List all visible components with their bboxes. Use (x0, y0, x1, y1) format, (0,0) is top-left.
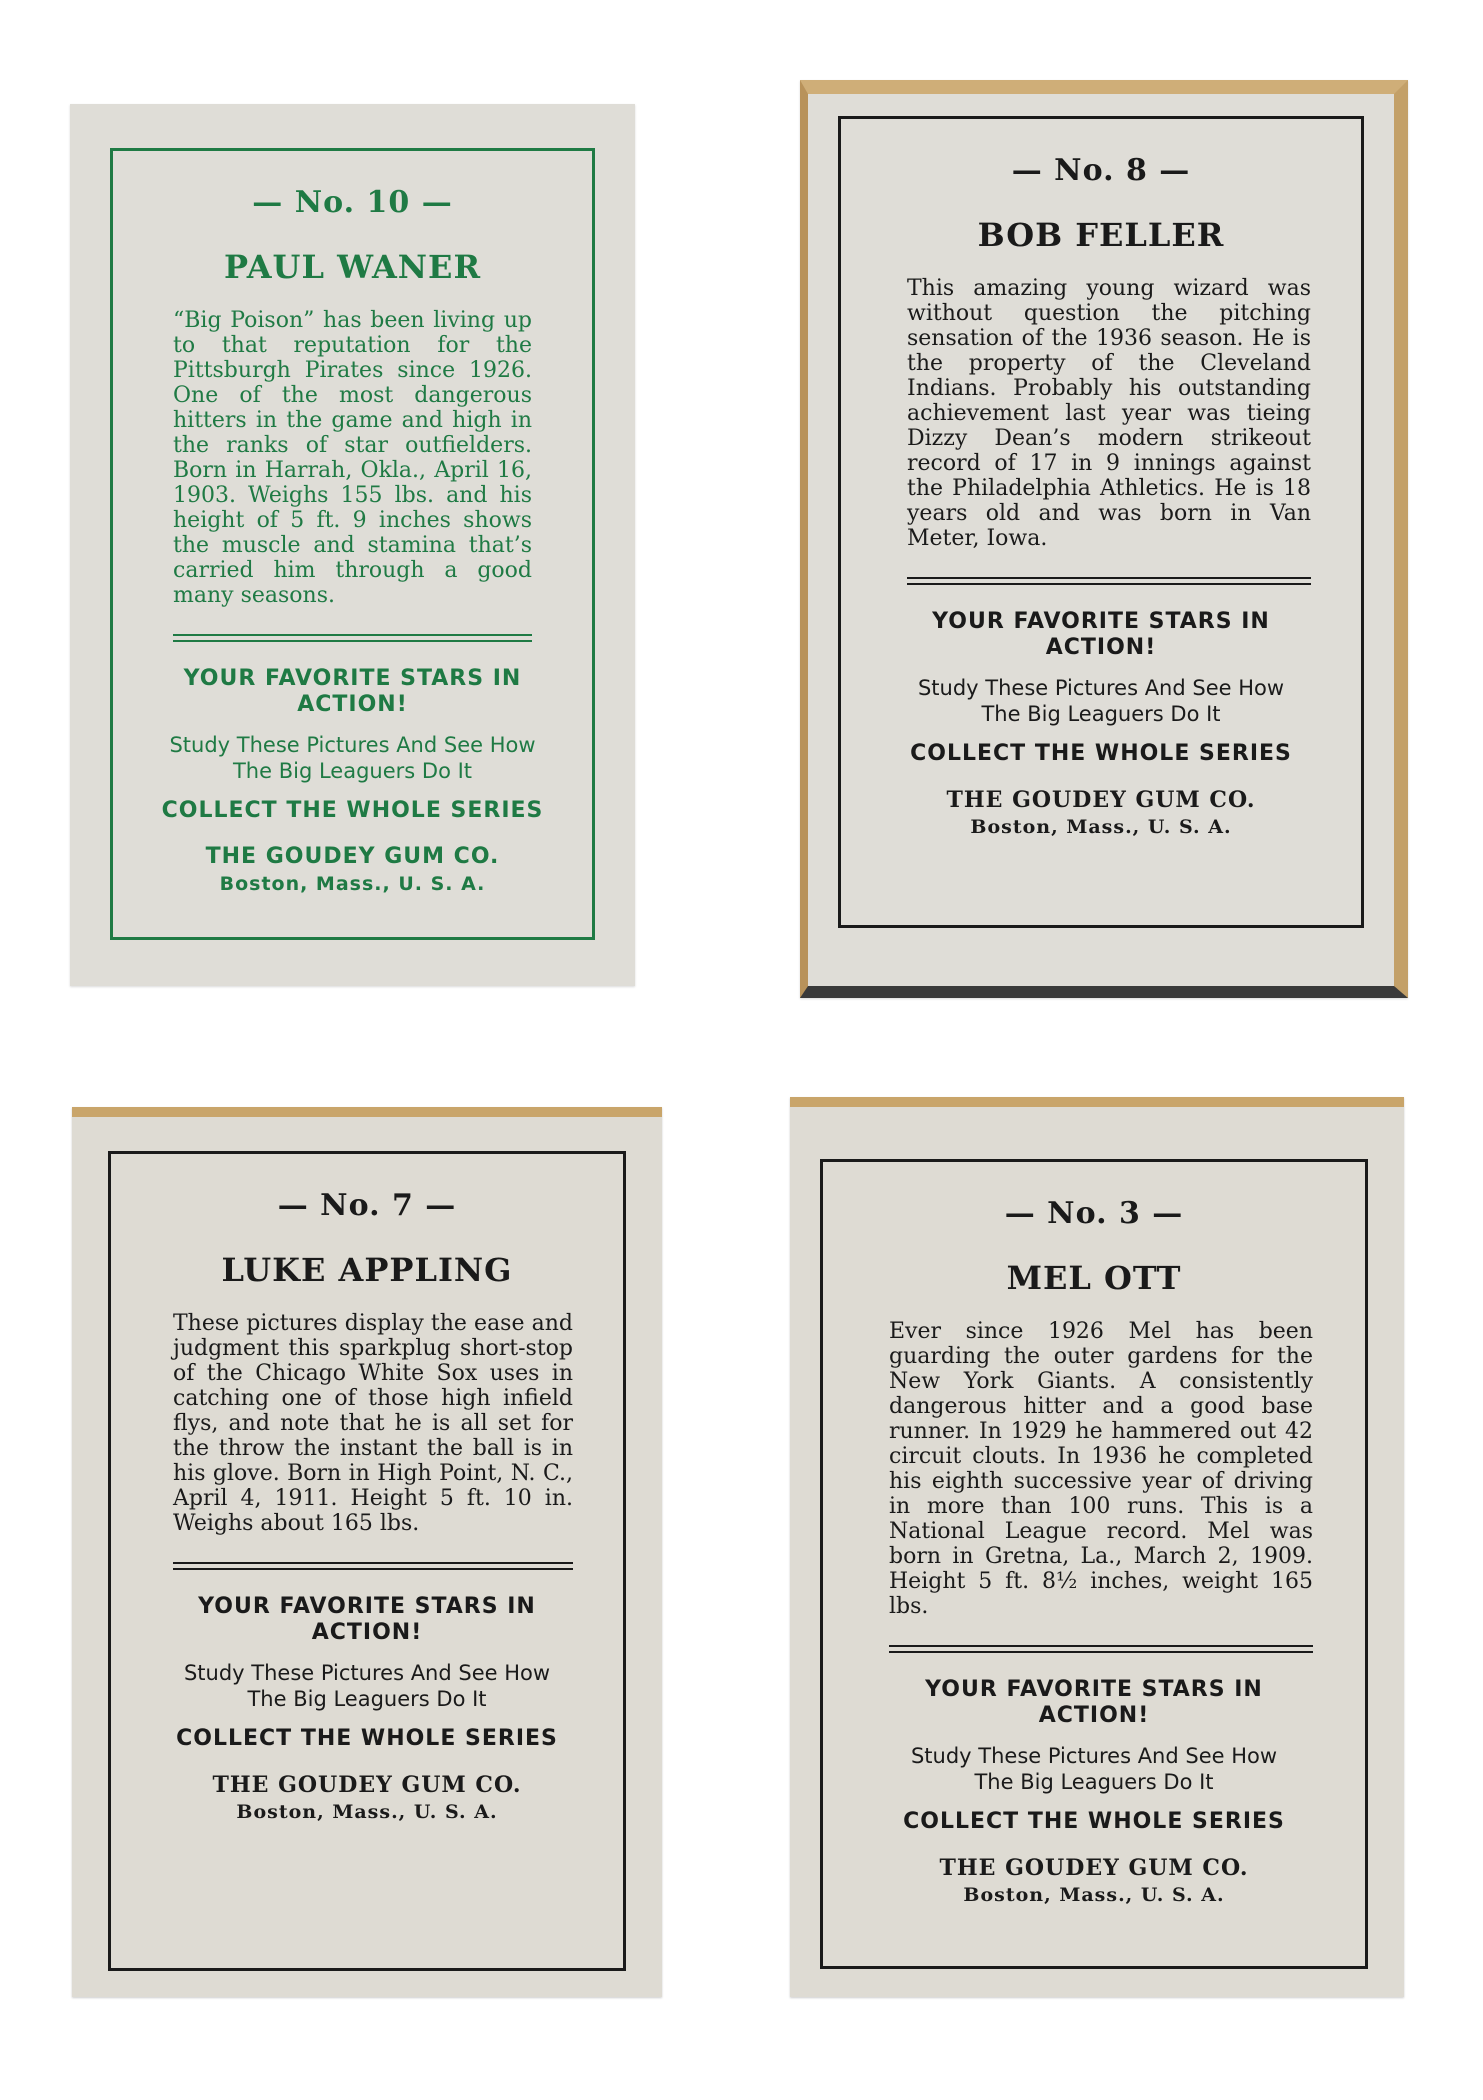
collect-text: COLLECT THE WHOLE SERIES (176, 1726, 558, 1751)
card-border (820, 1159, 1368, 1969)
divider (173, 1562, 573, 1570)
card-bob-feller (800, 80, 1408, 998)
study-text: Study These Pictures And See How The Big Leaguers Do It (910, 1744, 1278, 1794)
company-name: THE GOUDEY GUM CO. (939, 1855, 1249, 1881)
card-number: — No. 10 — (252, 185, 453, 220)
collect-text: COLLECT THE WHOLE SERIES (161, 798, 544, 823)
divider (889, 1645, 1313, 1653)
player-bio: These pictures display the ease and judgment this sparkplug short-stop of the Chicago White Sox uses in catching one of those high infield flys, and note that he is all set for the throw the instant the ball is in his glove. Born in High Point, N. C., April 4, 1911. Height 5 ft. 10 in. Weighs about 165 lbs. (173, 1311, 573, 1536)
card-border (838, 116, 1364, 928)
player-bio: This amazing young wizard was without question the pitching sensation of the 1936 season. He is the property of the Cleveland Indians. Probably his outstanding achievement last year was tieing Dizzy Dean’s modern strikeout record of 17 in 9 innings against the Philadelphia Athletics. He is 18 years old and was born in Van Meter, Iowa. (907, 276, 1311, 551)
card-border (110, 148, 595, 940)
card-mel-ott (790, 1097, 1404, 1997)
tagline: YOUR FAVORITE STARS IN ACTION! (183, 666, 522, 717)
company-city: Boston, Mass., U. S. A. (236, 1801, 498, 1823)
tagline: YOUR FAVORITE STARS IN ACTION! (925, 1677, 1263, 1728)
player-name: BOB FELLER (977, 216, 1225, 254)
player-name: LUKE APPLING (221, 1251, 513, 1289)
company-city: Boston, Mass., U. S. A. (970, 816, 1232, 838)
player-name: MEL OTT (1006, 1259, 1182, 1297)
divider (907, 577, 1311, 585)
study-text: Study These Pictures And See How The Big Leaguers Do It (917, 676, 1285, 726)
company-name: THE GOUDEY GUM CO. (212, 1772, 522, 1798)
company-name: THE GOUDEY GUM CO. (946, 787, 1256, 813)
tagline: YOUR FAVORITE STARS IN ACTION! (932, 609, 1270, 660)
collect-text: COLLECT THE WHOLE SERIES (910, 741, 1292, 766)
card-paul-waner (70, 104, 635, 986)
study-text: Study These Pictures And See How The Big Leaguers Do It (183, 1661, 551, 1711)
player-name: PAUL WANER (223, 248, 482, 286)
company-name: THE GOUDEY GUM CO. (205, 844, 500, 869)
tagline: YOUR FAVORITE STARS IN ACTION! (198, 1594, 536, 1645)
card-number: — No. 8 — (1011, 153, 1191, 188)
study-text: Study These Pictures And See How The Big Leaguers Do It (169, 733, 536, 783)
card-number: — No. 7 — (277, 1188, 457, 1223)
card-border (108, 1151, 626, 1971)
collect-text: COLLECT THE WHOLE SERIES (903, 1809, 1285, 1834)
company-city: Boston, Mass., U. S. A. (963, 1884, 1225, 1906)
player-bio: “Big Poison” has been living up to that reputation for the Pittsburgh Pirates since 1926. One of the most dangerous hitters in the game and high in the ranks of star outfielders. Born in Harrah, Okla., April 16, 1903. Weighs 155 lbs. and his height of 5 ft. 9 inches shows the muscle and stamina that’s carried him through a good many seasons. (173, 308, 532, 608)
card-luke-appling (72, 1107, 662, 1997)
divider (173, 634, 532, 642)
company-city: Boston, Mass., U. S. A. (219, 873, 486, 895)
player-bio: Ever since 1926 Mel has been guarding the outer gardens for the New York Giants. A consistently dangerous hitter and a good base runner. In 1929 he hammered out 42 circuit clouts. In 1936 he completed his eighth successive year of driving in more than 100 runs. This is a National League record. Mel was born in Gretna, La., March 2, 1909. Height 5 ft. 8½ inches, weight 165 lbs. (889, 1319, 1313, 1619)
card-number: — No. 3 — (1004, 1196, 1184, 1231)
